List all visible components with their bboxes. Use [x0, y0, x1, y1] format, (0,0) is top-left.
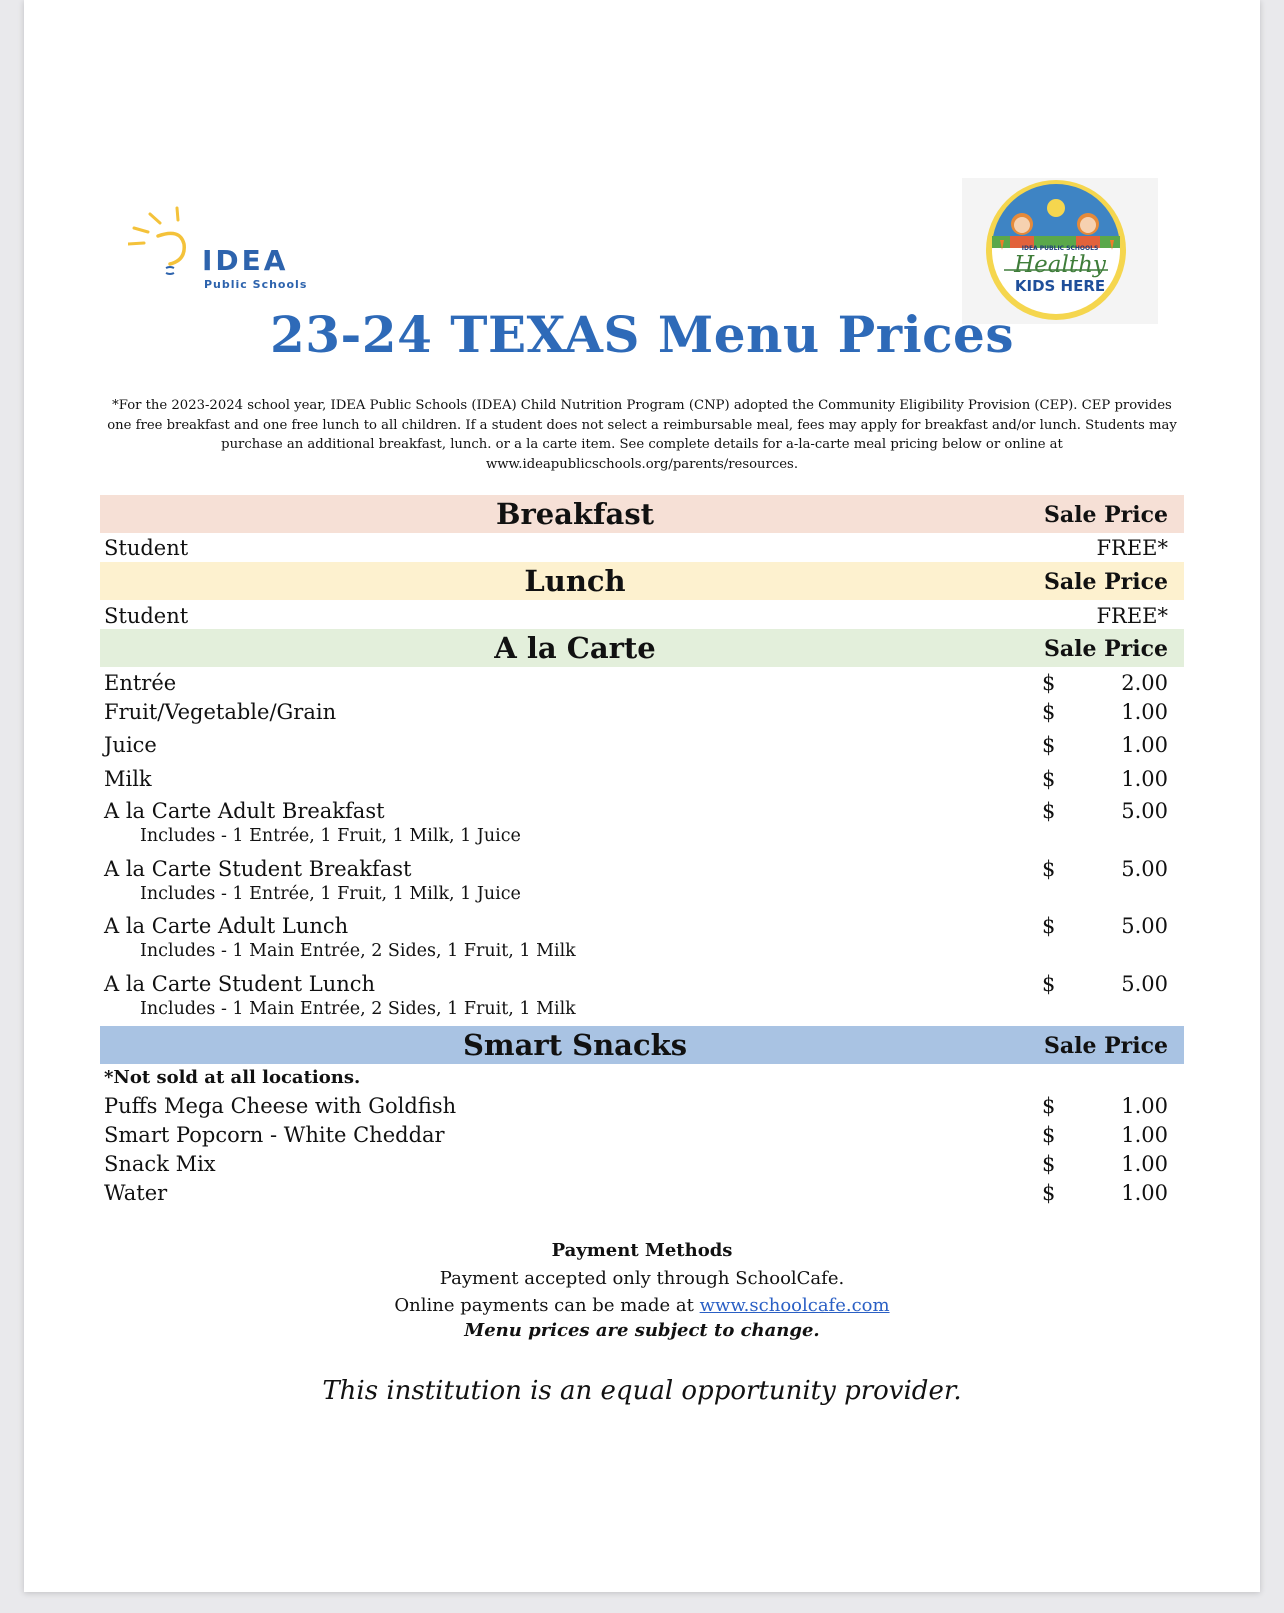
row-price: FREE*	[1096, 604, 1168, 628]
alacarte-header	[100, 629, 1184, 667]
item-amount: 1.00	[1121, 767, 1168, 791]
item-label: Water	[104, 1181, 168, 1205]
breakfast-header	[100, 495, 1184, 533]
badge-healthy-text: Healthy	[1014, 252, 1106, 278]
item-amount: 1.00	[1121, 1152, 1168, 1176]
item-label: Entrée	[104, 671, 177, 695]
payment-methods-line: Payment accepted only through SchoolCafe.	[439, 1268, 845, 1289]
row-label: Student	[104, 604, 189, 628]
item-label: Puffs Mega Cheese with Goldfish	[104, 1094, 457, 1118]
schoolcafe-link[interactable]: www.schoolcafe.com	[699, 1295, 890, 1316]
idea-logo	[128, 206, 318, 292]
payment-methods-title: Payment Methods	[551, 1240, 733, 1261]
equal-opportunity-statement: This institution is an equal opportunity provider.	[322, 1376, 962, 1406]
currency-symbol: $	[1042, 767, 1056, 791]
currency-symbol: $	[1042, 1152, 1056, 1176]
row-label: Student	[104, 536, 189, 560]
item-includes: Includes - 1 Entrée, 1 Fruit, 1 Milk, 1 Juice	[140, 826, 521, 846]
item-includes: Includes - 1 Main Entrée, 2 Sides, 1 Fruit, 1 Milk	[140, 941, 576, 961]
smart-snacks-title: Smart Snacks	[462, 1028, 688, 1062]
item-label: Snack Mix	[104, 1152, 216, 1176]
currency-symbol: $	[1042, 1181, 1056, 1205]
currency-symbol: $	[1042, 700, 1056, 724]
item-amount: 2.00	[1121, 671, 1168, 695]
badge-kids-text: KIDS HERE	[1014, 277, 1106, 295]
item-amount: 5.00	[1121, 799, 1168, 823]
intro-paragraph: *For the 2023-2024 school year, IDEA Public Schools (IDEA) Child Nutrition Program (CNP) adopted the Community Eligibility Provision (CEP). CEP provides one free breakfast and one free lunch to all children. If a student does not select a reimbursable meal, fees may apply for breakfast and/or lunch. Students may purchase an additional breakfast, lunch. or a la carte item. See complete details for a-la-carte meal pricing below or online at www.ideapublicschools.org/parents/resources.	[107, 398, 1177, 472]
currency-symbol: $	[1042, 733, 1056, 757]
online-payment-line	[0, 1295, 1284, 1316]
item-label: Fruit/Vegetable/Grain	[104, 700, 337, 724]
sun-icon	[128, 206, 208, 292]
item-amount: 1.00	[1121, 1181, 1168, 1205]
item-amount: 5.00	[1121, 914, 1168, 938]
idea-subtitle: Public Schools	[204, 278, 308, 291]
item-label: A la Carte Adult Breakfast	[104, 799, 385, 823]
item-amount: 5.00	[1121, 972, 1168, 996]
smart-snacks-header	[100, 1026, 1184, 1064]
item-label: A la Carte Adult Lunch	[104, 914, 349, 938]
alacarte-price-header: Sale Price	[1043, 636, 1168, 662]
item-label: Smart Popcorn - White Cheddar	[104, 1123, 445, 1147]
snacks-availability-note: *Not sold at all locations.	[104, 1067, 361, 1088]
lunch-title: Lunch	[524, 564, 626, 598]
item-amount: 1.00	[1121, 700, 1168, 724]
currency-symbol: $	[1042, 914, 1056, 938]
breakfast-price-header: Sale Price	[1043, 502, 1168, 528]
smart-snacks-price-header: Sale Price	[1043, 1033, 1168, 1059]
item-includes: Includes - 1 Main Entrée, 2 Sides, 1 Fruit, 1 Milk	[140, 999, 576, 1019]
item-label: A la Carte Student Breakfast	[104, 857, 412, 881]
breakfast-title: Breakfast	[495, 497, 655, 531]
item-label: Milk	[104, 767, 152, 791]
price-change-notice: Menu prices are subject to change.	[464, 1320, 820, 1341]
currency-symbol: $	[1042, 857, 1056, 881]
alacarte-title: A la Carte	[494, 631, 656, 665]
row-price: FREE*	[1096, 536, 1168, 560]
online-payment-text: Online payments can be made at	[394, 1295, 700, 1316]
item-includes: Includes - 1 Entrée, 1 Fruit, 1 Milk, 1 Juice	[140, 884, 521, 904]
badge-top-text: IDEA PUBLIC SCHOOLS	[1021, 245, 1099, 252]
currency-symbol: $	[1042, 972, 1056, 996]
idea-wordmark: IDEA	[202, 244, 289, 277]
lunch-price-header: Sale Price	[1043, 569, 1168, 595]
item-amount: 1.00	[1121, 733, 1168, 757]
item-amount: 1.00	[1121, 1094, 1168, 1118]
currency-symbol: $	[1042, 1123, 1056, 1147]
item-label: A la Carte Student Lunch	[104, 972, 376, 996]
page-title: 23-24 TEXAS Menu Prices	[269, 305, 1015, 364]
lunch-header	[100, 562, 1184, 600]
item-amount: 1.00	[1121, 1123, 1168, 1147]
healthy-kids-badge	[962, 178, 1158, 324]
currency-symbol: $	[1042, 1094, 1056, 1118]
currency-symbol: $	[1042, 799, 1056, 823]
currency-symbol: $	[1042, 671, 1056, 695]
item-amount: 5.00	[1121, 857, 1168, 881]
item-label: Juice	[104, 733, 157, 757]
